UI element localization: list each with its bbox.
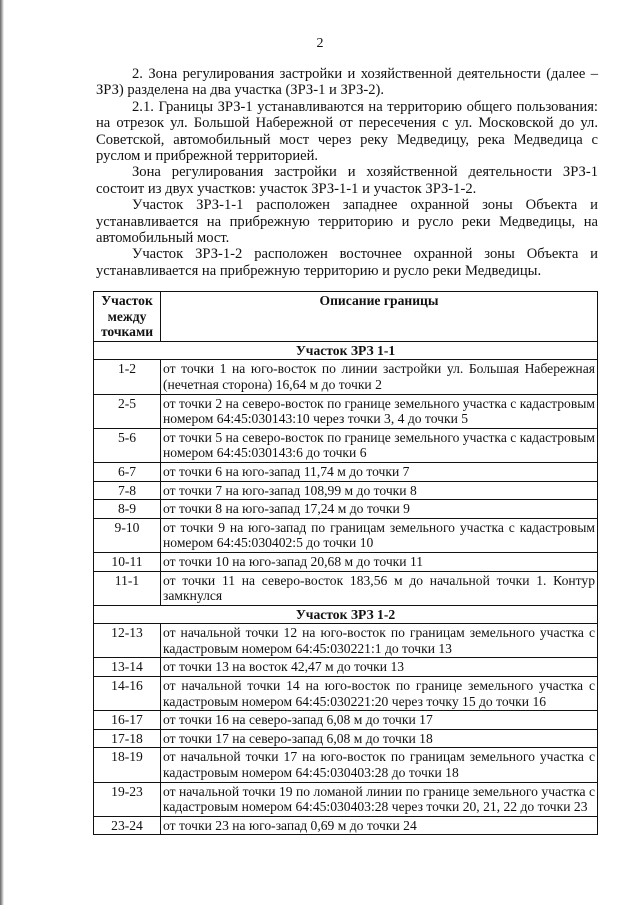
table-row bbox=[94, 782, 598, 816]
table-row bbox=[94, 748, 598, 782]
cell-description: от точки 8 на юго-запад 17,24 м до точки 9 bbox=[161, 500, 598, 519]
cell-description: от точки 16 на северо-запад 6,08 м до точки 17 bbox=[161, 711, 598, 730]
cell-description: от точки 9 на юго-запад по границам земельного участка с кадастровым номером 64:45:030402:5 до точки 10 bbox=[161, 518, 598, 552]
table-row bbox=[94, 658, 598, 677]
table-row bbox=[94, 624, 598, 658]
paragraph-zrz1-composition: Зона регулирования застройки и хозяйственной деятельности ЗРЗ-1 состоит из двух участков: участок ЗРЗ-1-1 и участок ЗРЗ-1-2. bbox=[96, 164, 598, 197]
cell-description: от точки 23 на юго-запад 0,69 м до точки 24 bbox=[161, 816, 598, 835]
paragraph-zrz-intro: 2. Зона регулирования застройки и хозяйственной деятельности (далее – ЗРЗ) разделена на два участка (ЗРЗ-1 и ЗРЗ-2). bbox=[96, 66, 598, 99]
cell-description: от точки 17 на северо-запад 6,08 м до точки 18 bbox=[161, 729, 598, 748]
cell-points: 5-6 bbox=[94, 428, 161, 462]
table-row bbox=[94, 677, 598, 711]
section-row bbox=[94, 341, 598, 360]
cell-points: 1-2 bbox=[94, 360, 161, 394]
cell-description: от начальной точки 14 на юго-восток по границе земельного участка с кадастровым номером 64:45:030221:20 через точку 15 до точки 16 bbox=[161, 677, 598, 711]
cell-points: 8-9 bbox=[94, 500, 161, 519]
cell-description: от начальной точки 12 на юго-восток по границам земельного участка с кадастровым номером 64:45:030221:1 до точки 13 bbox=[161, 624, 598, 658]
page-number: 2 bbox=[316, 36, 324, 51]
table-row bbox=[94, 816, 598, 835]
table-row bbox=[94, 481, 598, 500]
table-row bbox=[94, 428, 598, 462]
paragraph-zrz1-2-location: Участок ЗРЗ-1-2 расположен восточнее охранной зоны Объекта и устанавливается на прибрежную территорию и русло реки Медведицы. bbox=[96, 246, 598, 279]
cell-points: 11-1 bbox=[94, 571, 161, 605]
table-row bbox=[94, 500, 598, 519]
scan-edge-shadow bbox=[0, 0, 4, 905]
cell-description: от точки 10 на юго-запад 20,68 м до точки 11 bbox=[161, 552, 598, 571]
cell-points: 19-23 bbox=[94, 782, 161, 816]
cell-points: 7-8 bbox=[94, 481, 161, 500]
cell-points: 16-17 bbox=[94, 711, 161, 730]
table-row bbox=[94, 552, 598, 571]
cell-points: 23-24 bbox=[94, 816, 161, 835]
paragraph-zrz1-1-location: Участок ЗРЗ-1-1 расположен западнее охранной зоны Объекта и устанавливается на прибрежную территорию и русло реки Медведицы, на автомобильный мост. bbox=[96, 197, 598, 247]
cell-points: 2-5 bbox=[94, 394, 161, 428]
cell-description: от точки 6 на юго-запад 11,74 м до точки 7 bbox=[161, 462, 598, 481]
cell-points: 10-11 bbox=[94, 552, 161, 571]
table-row bbox=[94, 571, 598, 605]
table-row bbox=[94, 360, 598, 394]
section-row bbox=[94, 605, 598, 624]
table-body bbox=[94, 341, 598, 835]
document-body bbox=[96, 66, 598, 279]
table-row bbox=[94, 729, 598, 748]
cell-points: 13-14 bbox=[94, 658, 161, 677]
header-points: Участок между точками bbox=[94, 292, 161, 342]
table-row bbox=[94, 394, 598, 428]
section-title: Участок ЗРЗ 1-1 bbox=[94, 341, 598, 360]
cell-points: 12-13 bbox=[94, 624, 161, 658]
cell-description: от начальной точки 17 на юго-восток по границам земельного участка с кадастровым номером 64:45:030403:28 до точки 18 bbox=[161, 748, 598, 782]
cell-description: от точки 11 на северо-восток 183,56 м до начальной точки 1. Контур замкнулся bbox=[161, 571, 598, 605]
section-title: Участок ЗРЗ 1-2 bbox=[94, 605, 598, 624]
cell-points: 17-18 bbox=[94, 729, 161, 748]
cell-points: 6-7 bbox=[94, 462, 161, 481]
paragraph-zrz1-boundaries: 2.1. Границы ЗРЗ-1 устанавливаются на территорию общего пользования: на отрезок ул. Большой Набережной от пересечения с ул. Московской до ул. Советской, автомобильный мост через реку Медведицу, река Медведица с руслом и прибрежной территорией. bbox=[96, 98, 598, 165]
cell-points: 18-19 bbox=[94, 748, 161, 782]
cell-description: от точки 1 на юго-восток по линии застройки ул. Большая Набережная (нечетная сторона) 16,64 м до точки 2 bbox=[161, 360, 598, 394]
cell-description: от начальной точки 19 по ломаной линии по границе земельного участка с кадастровым номером 64:45:030403:28 через точки 20, 21, 22 до точки 23 bbox=[161, 782, 598, 816]
table-row bbox=[94, 518, 598, 552]
table-header-row bbox=[94, 292, 598, 342]
table-row bbox=[94, 711, 598, 730]
cell-points: 14-16 bbox=[94, 677, 161, 711]
cell-description: от точки 13 на восток 42,47 м до точки 13 bbox=[161, 658, 598, 677]
cell-points: 9-10 bbox=[94, 518, 161, 552]
cell-description: от точки 2 на северо-восток по границе земельного участка с кадастровым номером 64:45:030143:10 через точки 3, 4 до точки 5 bbox=[161, 394, 598, 428]
cell-description: от точки 7 на юго-запад 108,99 м до точки 8 bbox=[161, 481, 598, 500]
table-row bbox=[94, 462, 598, 481]
cell-description: от точки 5 на северо-восток по границе земельного участка с кадастровым номером 64:45:030143:6 до точки 6 bbox=[161, 428, 598, 462]
header-description: Описание границы bbox=[161, 292, 598, 342]
boundary-table bbox=[93, 291, 598, 835]
